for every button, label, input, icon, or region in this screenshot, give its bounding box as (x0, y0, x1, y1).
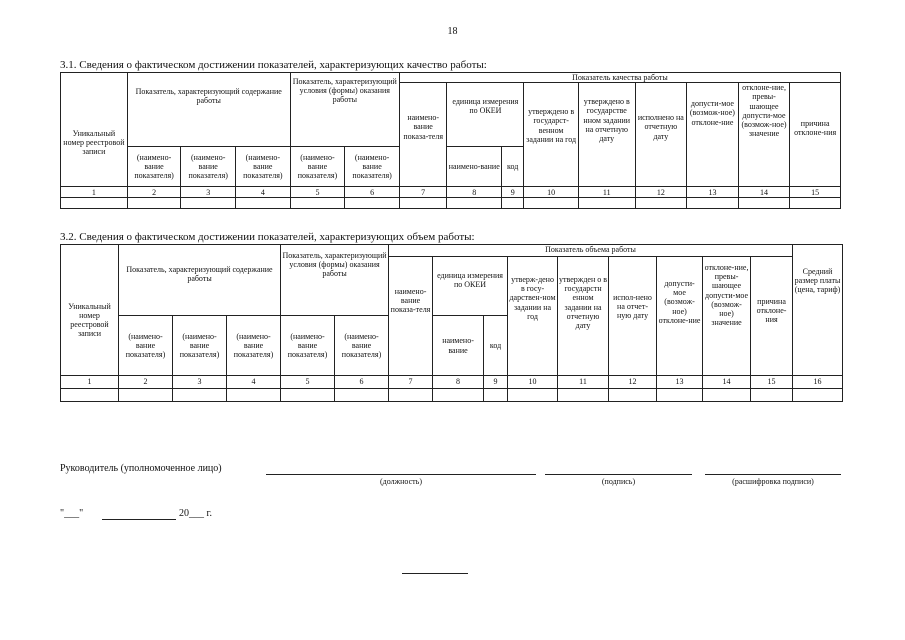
quality-table (60, 72, 841, 209)
table-cell[interactable] (508, 389, 558, 402)
sub-indicator-name: (наимено-вание показателя) (227, 316, 281, 376)
table-cell[interactable] (127, 198, 181, 209)
column-number: 14 (738, 187, 790, 198)
table-cell[interactable] (335, 389, 389, 402)
column-number: 6 (345, 187, 400, 198)
column-number: 13 (657, 376, 703, 389)
table-cell[interactable] (389, 389, 433, 402)
column-number: 16 (793, 376, 843, 389)
column-number: 8 (447, 187, 502, 198)
header-unit-code: код (502, 147, 524, 187)
sub-indicator-name: (наимено-вание показателя) (119, 316, 173, 376)
column-number: 1 (61, 187, 128, 198)
column-number: 8 (433, 376, 484, 389)
sub-indicator-name: (наимено-вание показателя) (290, 147, 345, 187)
section-2-title: 3.2. Сведения о фактическом достижении показателей, характеризующих объем работы: (60, 231, 475, 243)
table-cell[interactable] (433, 389, 484, 402)
table-cell[interactable] (687, 198, 739, 209)
header-executed: исполнено на отчетную дату (635, 83, 687, 187)
signature-label: Руководитель (уполномоченное лицо) (60, 463, 222, 474)
section-1-title: 3.1. Сведения о фактическом достижении показателей, характеризующих качество работы: (60, 59, 487, 71)
table-cell[interactable] (119, 389, 173, 402)
table-row (61, 389, 843, 402)
column-number: 11 (578, 187, 635, 198)
column-number: 12 (609, 376, 657, 389)
column-number: 4 (236, 187, 291, 198)
table-cell[interactable] (793, 389, 843, 402)
column-number: 10 (508, 376, 558, 389)
header-quality-group: Показатель качества работы (399, 73, 840, 83)
header-allowed-deviation: допусти-мое (возмож-ное) отклоне-ние (687, 83, 739, 187)
header-unit-code: код (484, 316, 508, 376)
table-cell[interactable] (236, 198, 291, 209)
date-day: "___" (60, 508, 84, 519)
header-approved-report-date: утверждено в государстве нном задании на отчетную дату (578, 83, 635, 187)
header-approved-year: утверж-дено в госу-дарствен-ном задании на год (508, 257, 558, 376)
header-approved-report-date: утвержден о в государстн енном задании на отчетную дату (558, 257, 609, 376)
column-number: 15 (790, 187, 841, 198)
column-number: 2 (119, 376, 173, 389)
sub-indicator-name: (наимено-вание показателя) (345, 147, 400, 187)
table-cell[interactable] (61, 389, 119, 402)
table-cell[interactable] (703, 389, 751, 402)
table-cell[interactable] (609, 389, 657, 402)
column-number: 5 (281, 376, 335, 389)
page-number: 18 (447, 26, 458, 37)
table-cell[interactable] (635, 198, 687, 209)
sub-indicator-name: (наимено-вание показателя) (236, 147, 291, 187)
header-deviation-reason: причина отклоне-ния (790, 83, 841, 187)
column-number: 12 (635, 187, 687, 198)
column-number: 1 (61, 376, 119, 389)
sub-indicator-name: (наимено-вание показателя) (281, 316, 335, 376)
header-average-fee: Средний размер платы (цена, тариф) (793, 245, 843, 376)
table-row (61, 198, 841, 209)
table-cell[interactable] (399, 198, 447, 209)
decode-caption: (расшифровка подписи) (732, 477, 814, 486)
header-exceeding-deviation: отклоне-ние, превы-шающее допусти-мое (возмож-ное) значение (738, 83, 790, 187)
header-unit-name: наимено-вание (447, 147, 502, 187)
header-unique-number: Уникальный номер реестровой записи (61, 245, 119, 376)
header-conditions-indicator: Показатель, характеризующий условия (формы) оказания работы (290, 73, 399, 147)
column-number: 13 (687, 187, 739, 198)
column-number: 10 (524, 187, 579, 198)
table-cell[interactable] (181, 198, 236, 209)
table-cell[interactable] (484, 389, 508, 402)
header-conditions-indicator: Показатель, характеризующий условия (формы) оказания работы (281, 245, 389, 316)
table-cell[interactable] (345, 198, 400, 209)
column-number: 14 (703, 376, 751, 389)
header-indicator-name: наимено-вание показа-теля (389, 257, 433, 376)
column-number: 2 (127, 187, 181, 198)
table-cell[interactable] (524, 198, 579, 209)
header-deviation-reason: причина отклоне-ния (751, 257, 793, 376)
header-unit: единица измерения по ОКЕИ (447, 83, 524, 147)
column-number: 7 (399, 187, 447, 198)
date-year: 20___ г. (179, 508, 212, 519)
column-number: 5 (290, 187, 345, 198)
date-month-line[interactable] (102, 519, 176, 520)
table-cell[interactable] (447, 198, 502, 209)
column-number: 9 (484, 376, 508, 389)
column-number: 3 (181, 187, 236, 198)
table-cell[interactable] (173, 389, 227, 402)
table-cell[interactable] (578, 198, 635, 209)
header-indicator-name: наимено-вание показа-теля (399, 83, 447, 187)
table-cell[interactable] (790, 198, 841, 209)
column-number: 11 (558, 376, 609, 389)
header-unique-number: Уникальный номер реестровой записи (61, 73, 128, 187)
header-volume-group: Показатель объема работы (389, 245, 793, 257)
table-cell[interactable] (738, 198, 790, 209)
table-cell[interactable] (502, 198, 524, 209)
header-content-indicator: Показатель, характеризующий содержание работы (119, 245, 281, 316)
position-caption: (должность) (380, 477, 422, 486)
header-exceeding-deviation: отклоне-ние, превы-шающее допусти-мое (возмож-ное) значение (703, 257, 751, 376)
signature-caption: (подпись) (601, 477, 636, 486)
table-cell[interactable] (558, 389, 609, 402)
header-content-indicator: Показатель, характеризующий содержание работы (127, 73, 290, 147)
column-number: 9 (502, 187, 524, 198)
sub-indicator-name: (наимено-вание показателя) (173, 316, 227, 376)
sub-indicator-name: (наимено-вание показателя) (127, 147, 181, 187)
header-executed: испол-нено на отчет-ную дату (609, 257, 657, 376)
decode-line[interactable] (705, 474, 841, 475)
volume-table (60, 244, 843, 402)
table-cell[interactable] (290, 198, 345, 209)
sub-indicator-name: (наимено-вание показателя) (335, 316, 389, 376)
column-number: 7 (389, 376, 433, 389)
column-number: 6 (335, 376, 389, 389)
header-unit: единица измерения по ОКЕИ (433, 257, 508, 316)
column-number: 4 (227, 376, 281, 389)
table-cell[interactable] (657, 389, 703, 402)
header-allowed-deviation: допусти-мое (возмож-ное) отклоне-ние (657, 257, 703, 376)
position-line[interactable] (266, 474, 536, 475)
header-approved-year: утверждено в государст-венном задании на год (524, 83, 579, 187)
header-unit-name: наимено-вание (433, 316, 484, 376)
sub-indicator-name: (наимено-вание показателя) (181, 147, 236, 187)
table-cell[interactable] (281, 389, 335, 402)
signature-line[interactable] (545, 474, 692, 475)
column-number: 3 (173, 376, 227, 389)
column-number: 15 (751, 376, 793, 389)
table-cell[interactable] (61, 198, 128, 209)
table-cell[interactable] (751, 389, 793, 402)
footer-divider (402, 573, 468, 574)
table-cell[interactable] (227, 389, 281, 402)
